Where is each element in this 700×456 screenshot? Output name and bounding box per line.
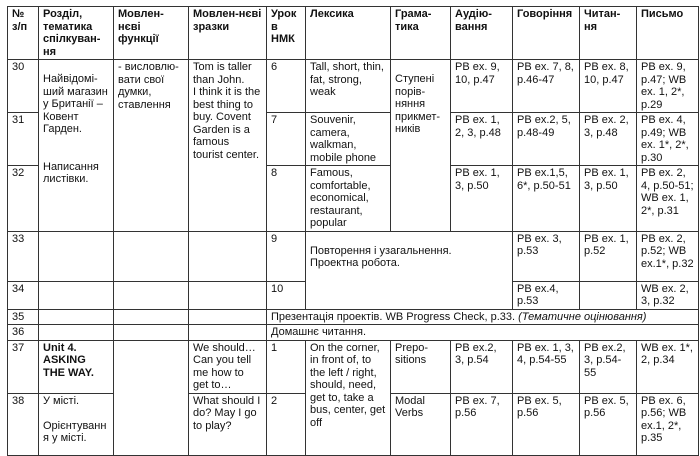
- samples-cell: Tom is taller than John. I think it is the best thing to buy. Covent Garden is a famous tourist center.: [189, 60, 267, 232]
- writing-cell: PB ex. 6, p.56; WB ex.1, 2*, p.35: [637, 393, 699, 455]
- presentation-text: Презентація проектів. WB Progress Check, p.33.: [271, 310, 519, 323]
- listening-cell: PB ex. 1, 3, p.50: [451, 166, 513, 232]
- reading-cell: [580, 281, 637, 309]
- reading-cell: PB ex. 2, 3, p.48: [580, 113, 637, 166]
- header-lesson: Урок в НМК: [267, 7, 306, 60]
- lexis-cell: On the corner, in front of, to the left / right, should, need, get to, take a bus, center, get off: [306, 340, 391, 455]
- header-samples: Мовлен-нєві зразки: [189, 7, 267, 60]
- speaking-cell: PB ex. 3, p.53: [513, 231, 580, 281]
- review-project-cell: Повторення і узагальнення. Проектна робота.: [306, 231, 513, 309]
- row-number: 30: [8, 60, 39, 113]
- lesson-cell: 10: [267, 281, 306, 309]
- assessment-note: (Тематичне оцінювання): [518, 310, 647, 323]
- header-reading: Читан-ня: [580, 7, 637, 60]
- samples-cell: We should… Can you tell me how to get to…: [189, 340, 267, 393]
- functions-cell: [114, 281, 189, 309]
- grammar-cell: Modal Verbs: [391, 393, 451, 455]
- writing-cell: WB ex. 2, 3, p.32: [637, 281, 699, 309]
- topic-cell: Найвідомі-ший магазин у Британії – Ковент Гарден. Написання листівки.: [39, 60, 114, 232]
- lexis-cell: Tall, short, thin, fat, strong, weak: [306, 60, 391, 113]
- functions-cell: [114, 340, 189, 455]
- row-number: 32: [8, 166, 39, 232]
- table-row: [8, 340, 699, 393]
- row-number: 31: [8, 113, 39, 166]
- header-number: № з/п: [8, 7, 39, 60]
- listening-cell: PB ex. 7, p.56: [451, 393, 513, 455]
- speaking-cell: PB ex.2, 5, p.48-49: [513, 113, 580, 166]
- table-row: [8, 325, 699, 341]
- lesson-cell: 6: [267, 60, 306, 113]
- row-number: 38: [8, 393, 39, 455]
- functions-cell: - висловлю-вати свої думки, ставлення: [114, 60, 189, 232]
- reading-cell: PB ex. 5, p.56: [580, 393, 637, 455]
- speaking-cell: PB ex.4, p.53: [513, 281, 580, 309]
- project-presentation-cell: [267, 309, 699, 325]
- samples-cell: [189, 325, 267, 341]
- reading-cell: PB ex. 8, 10, p.47: [580, 60, 637, 113]
- curriculum-table: [7, 6, 699, 456]
- table-row: [8, 309, 699, 325]
- reading-cell: PB ex.2, 3, p.54-55: [580, 340, 637, 393]
- row-number: 35: [8, 309, 39, 325]
- reading-cell: PB ex. 1, 3, p.50: [580, 166, 637, 232]
- writing-cell: PB ex. 2, p.52; WB ex.1*, p.32: [637, 231, 699, 281]
- samples-cell: [189, 281, 267, 309]
- speaking-cell: PB ex.1,5, 6*, p.50-51: [513, 166, 580, 232]
- topic-cell: [39, 325, 114, 341]
- header-grammar: Грама-тика: [391, 7, 451, 60]
- speaking-cell: PB ex. 7, 8, p.46-47: [513, 60, 580, 113]
- listening-cell: PB ex.2, 3, p.54: [451, 340, 513, 393]
- samples-cell: [189, 309, 267, 325]
- speaking-cell: PB ex. 1, 3, 4, p.54-55: [513, 340, 580, 393]
- listening-cell: PB ex. 9, 10, p.47: [451, 60, 513, 113]
- topic-cell: [39, 309, 114, 325]
- samples-cell: What should I do? May I go to play?: [189, 393, 267, 455]
- header-speaking: Говоріння: [513, 7, 580, 60]
- functions-cell: [114, 231, 189, 281]
- row-number: 36: [8, 325, 39, 341]
- lexis-cell: Famous, comfortable, economical, restaurant, popular: [306, 166, 391, 232]
- lesson-cell: 1: [267, 340, 306, 393]
- functions-cell: [114, 309, 189, 325]
- row-number: 33: [8, 231, 39, 281]
- writing-cell: PB ex. 9, p.47; WB ex. 1, 2*, p.29: [637, 60, 699, 113]
- grammar-cell: Ступені порів-няння прикмет-ників: [391, 60, 451, 232]
- speaking-cell: PB ex. 5, p.56: [513, 393, 580, 455]
- lesson-cell: 8: [267, 166, 306, 232]
- unit-title-cell: Unit 4. ASKING THE WAY.: [39, 340, 114, 393]
- home-reading-cell: Домашнє читання.: [267, 325, 699, 341]
- writing-cell: WB ex. 1*, 2, p.34: [637, 340, 699, 393]
- topic-cell: [39, 281, 114, 309]
- header-listening: Аудію-вання: [451, 7, 513, 60]
- writing-cell: PB ex. 2, 4, p.50-51; WB ex. 1, 2*, p.31: [637, 166, 699, 232]
- row-number: 37: [8, 340, 39, 393]
- topic-cell: [39, 231, 114, 281]
- listening-cell: PB ex. 1, 2, 3, p.48: [451, 113, 513, 166]
- lesson-cell: 7: [267, 113, 306, 166]
- header-topic: Розділ, тематика спілкуван-ня: [39, 7, 114, 60]
- header-functions: Мовлен-нєві функції: [114, 7, 189, 60]
- row-number: 34: [8, 281, 39, 309]
- lexis-cell: Souvenir, camera, walkman, mobile phone: [306, 113, 391, 166]
- lesson-cell: 2: [267, 393, 306, 455]
- samples-cell: [189, 231, 267, 281]
- reading-cell: PB ex. 1, p.52: [580, 231, 637, 281]
- table-row: [8, 60, 699, 113]
- header-writing: Письмо: [637, 7, 699, 60]
- functions-cell: [114, 325, 189, 341]
- table-row: [8, 231, 699, 281]
- topic-cell: У місті. Орієнтуванн я у місті.: [39, 393, 114, 455]
- lesson-cell: 9: [267, 231, 306, 281]
- header-lexis: Лексика: [306, 7, 391, 60]
- writing-cell: PB ex. 4, p.49; WB ex. 1*, 2*, p.30: [637, 113, 699, 166]
- grammar-cell: Prepo-sitions: [391, 340, 451, 393]
- header-row: [8, 7, 699, 60]
